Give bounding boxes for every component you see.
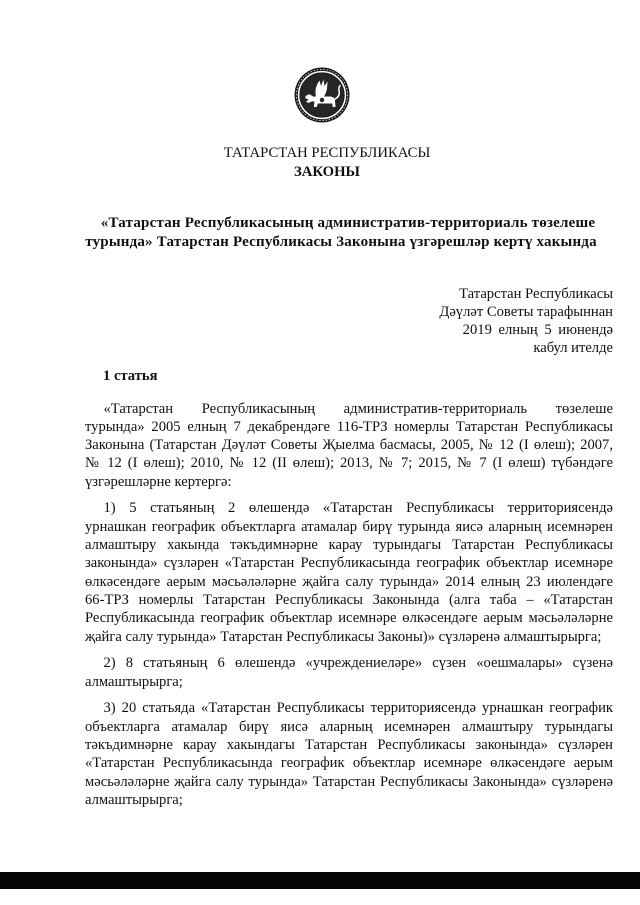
text-line: 66-ТРЗ номерлы Татарстан Республикасы Законында (алга таба – «Татарстан xyxy=(85,591,613,608)
text-line: урнашкан географик объектларга атамалар бирү турында яисә аларның исемнәрен xyxy=(85,518,613,535)
text-line: үзгәрешләрне кертергә: xyxy=(85,473,232,490)
article-body xyxy=(85,400,613,810)
text-line: алмаштырырга; xyxy=(85,791,183,808)
text-line: № 12 (I өлеш); 2010, № 12 (II өлеш); 2013, № 7; 2015, № 7 (I өлеш) түбәндәге xyxy=(85,455,613,472)
amendment-item-1 xyxy=(85,499,613,645)
text-line: 2) 8 статьяның 6 өлешендә «учреждениеләре» сүзен «оешмалары» сүзенә xyxy=(103,655,613,672)
text-line: алмаштырырга; xyxy=(85,673,183,690)
document-type: ЗАКОНЫ xyxy=(294,164,360,180)
text-line: Законына (Татарстан Дәүләт Советы Җыелма басмасы, 2005, № 12 (I өлеш); 2007, xyxy=(85,437,613,454)
intro-paragraph xyxy=(85,400,613,491)
adoption-line-4: кабул ителде xyxy=(533,340,613,356)
text-line: законында» сүзләрен «Татарстан Республикасында географик объектлар исемнәре xyxy=(85,555,613,572)
law-title-line-2: турында» Татарстан Республикасы Законына үзгәрешләр кертү хакында xyxy=(85,234,597,250)
adoption-line-1: Татарстан Республикасы xyxy=(459,286,613,302)
coat-of-arms-icon xyxy=(294,67,350,123)
amendment-item-3 xyxy=(85,699,613,809)
text-line: алмаштыру хакында тәкъдимнәрне карау турындагы Татарстан Республикасы xyxy=(85,537,613,554)
text-line: тәкъдимнәрне карау хакындагы Татарстан Республикасы законында» сүзләрен xyxy=(85,737,613,754)
text-line: «Татарстан Республикасының административ-территориаль төзелеше xyxy=(103,400,613,417)
text-line: турында» 2005 елның 7 декабрендәге 116-ТРЗ номерлы Татарстан Республикасы xyxy=(85,418,613,435)
coat-of-arms-graphic xyxy=(294,67,350,123)
article-heading: 1 статья xyxy=(103,368,158,384)
text-line: өлкәсендәге аерым мәсьәләләрне җайга салу турында» 2014 елның 23 июлендәге xyxy=(85,573,613,590)
text-line: 1) 5 статьяның 2 өлешендә «Татарстан Республикасы территориясендә xyxy=(103,500,613,517)
text-line: 3) 20 статьяда «Татарстан Республикасы территориясендә урнашкан географик xyxy=(103,700,613,717)
text-line: Республикасында географик объектлар исемнәре өлкәсендәге аерым мәсьәләләрне xyxy=(85,610,613,627)
adoption-note xyxy=(439,285,613,357)
scan-edge-bar xyxy=(0,872,640,889)
republic-name: ТАТАРСТАН РЕСПУБЛИКАСЫ xyxy=(223,145,431,161)
text-line: объектларга атамалар бирү яисә аларның исемнәрен алмаштыру турындагы xyxy=(85,718,613,735)
text-line: җайга салу турында» Татарстан Республикасы Законы)» сүзләренә алмаштырырга; xyxy=(85,628,602,645)
adoption-line-2: Дәүләт Советы тарафыннан xyxy=(439,304,613,320)
adoption-date: 2019 елның 5 июнендә xyxy=(462,322,613,338)
amendment-item-2 xyxy=(85,654,613,691)
text-line: мәсьәләләрне җайга салу турында» Татарстан Республикасы Законында» сүзләренә xyxy=(85,773,613,790)
law-title-line-1: «Татарстан Республикасының административ-территориаль төзелеше xyxy=(100,215,596,231)
text-line: «Татарстан Республикасында географик объектлар исемнәре өлкәсендәге аерым xyxy=(85,755,613,772)
